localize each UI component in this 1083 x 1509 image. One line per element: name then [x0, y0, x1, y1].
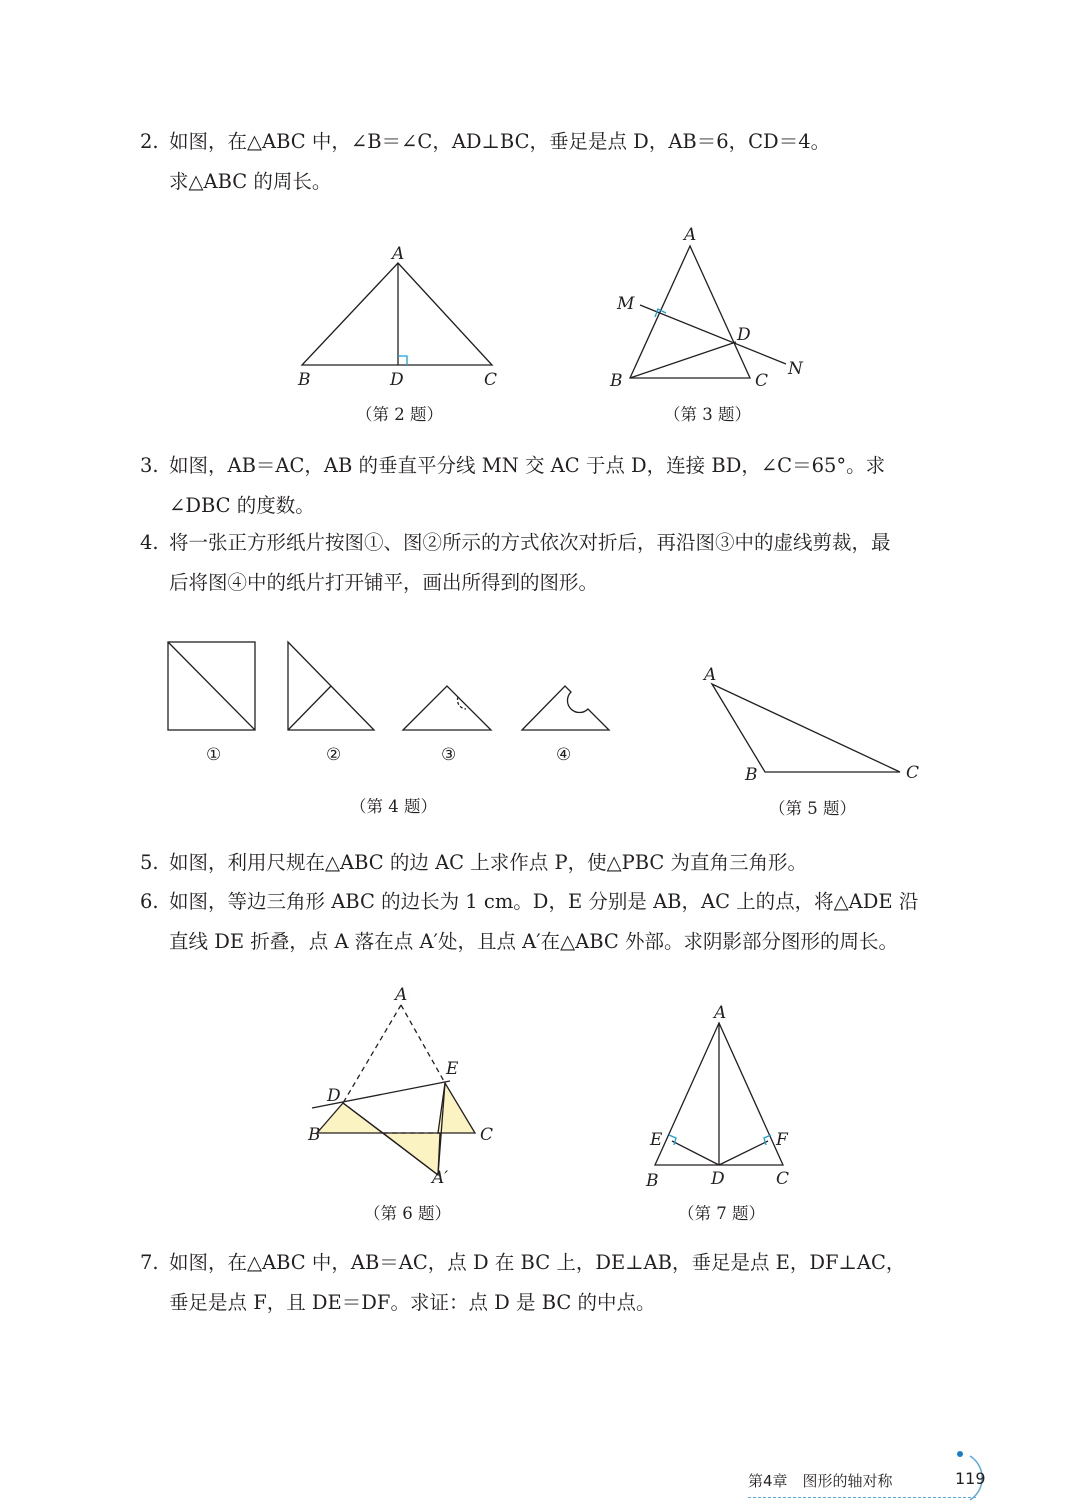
figure-2 [280, 235, 520, 395]
problem-text: 如图，AB＝AC，AB 的垂直平分线 MN 交 AC 于点 D，连接 BD，∠C＝65°。求 [169, 454, 886, 477]
problem-5 [140, 843, 970, 883]
perpendicular-bisector-mn [640, 305, 786, 364]
sub-figure-label-3: ③ [441, 745, 457, 765]
problem-number: 5. [140, 851, 159, 874]
sub-figure-label-4: ④ [556, 745, 572, 765]
sub-figure-label-2: ② [326, 745, 342, 765]
point-label-d: D [737, 325, 751, 345]
point-label-a: A [392, 244, 405, 264]
point-label-b: B [298, 370, 311, 390]
point-label-d: D [711, 1169, 725, 1189]
figure-7 [630, 990, 820, 1200]
footer-divider [748, 1497, 976, 1498]
problem-6-line-1 [140, 882, 970, 922]
point-label-b: B [745, 765, 758, 785]
chapter-title: 第4章 图形的轴对称 [748, 1472, 893, 1490]
point-label-a: A [684, 225, 697, 245]
problem-text: 如图，在△ABC 中，∠B＝∠C，AD⊥BC，垂足是点 D，AB＝6，CD＝4。 [169, 130, 831, 153]
dashed-side-ad [343, 1005, 401, 1103]
figure-3-caption: （第 3 题） [664, 405, 751, 424]
dashed-side-ae [401, 1005, 445, 1083]
figure-6-caption: （第 6 题） [364, 1204, 451, 1223]
problem-5-line-1 [140, 843, 970, 883]
point-label-m: M [617, 294, 635, 314]
fold-step-3-triangle [403, 686, 491, 730]
point-label-b: B [308, 1125, 321, 1145]
point-label-b: B [646, 1171, 659, 1191]
sub-figure-label-1: ① [206, 745, 222, 765]
figure-2-caption: （第 2 题） [356, 405, 443, 424]
problem-text: 如图，等边三角形 ABC 的边长为 1 cm。D，E 分别是 AB，AC 上的点，将△ADE 沿 [169, 890, 919, 913]
point-label-c: C [776, 1169, 790, 1189]
problem-3 [140, 446, 970, 526]
point-label-d: D [390, 370, 404, 390]
problem-4 [140, 523, 970, 603]
problem-text: 如图，利用尺规在△ABC 的边 AC 上求作点 P，使△PBC 为直角三角形。 [169, 851, 808, 874]
point-label-e: E [446, 1059, 459, 1079]
perpendicular-df [719, 1141, 768, 1165]
point-label-e: E [650, 1130, 663, 1150]
problem-number: 6. [140, 890, 159, 913]
point-label-c: C [480, 1125, 494, 1145]
problem-4-line-2: 后将图④中的纸片打开铺平，画出所得到的图形。 [169, 571, 599, 594]
point-label-d: D [327, 1086, 341, 1106]
figure-4 [160, 635, 620, 775]
problem-2-line-2: 求△ABC 的周长。 [169, 170, 332, 193]
fold-step-1-diagonal [168, 642, 255, 730]
problem-6-line-2: 直线 DE 折叠，点 A 落在点 A′处，且点 A′在△ABC 外部。求阴影部分图形的周长。 [169, 930, 899, 953]
problem-3-line-2: ∠DBC 的度数。 [169, 494, 315, 517]
point-label-a: A [395, 985, 408, 1005]
figure-4-caption: （第 4 题） [350, 797, 437, 816]
point-label-c: C [906, 763, 920, 783]
figure-7-caption: （第 7 题） [678, 1204, 765, 1223]
triangle-abc [302, 263, 492, 365]
figure-6 [300, 985, 520, 1190]
problem-7-line-1 [140, 1243, 970, 1283]
problem-7-line-2: 垂足是点 F，且 DE＝DF。求证：点 D 是 BC 的中点。 [169, 1291, 656, 1314]
right-angle-mark [398, 356, 407, 365]
segment-bd [630, 342, 736, 378]
triangle-abc [712, 684, 900, 772]
problem-6 [140, 882, 970, 962]
problem-4-line-1 [140, 523, 970, 563]
point-label-a: A [704, 665, 717, 685]
problem-2 [140, 122, 970, 202]
fold-step-4-cut-triangle [522, 686, 609, 730]
fold-step-2-fold [288, 686, 331, 730]
point-label-n: N [788, 359, 803, 379]
point-label-f: F [776, 1130, 788, 1150]
problem-number: 3. [140, 454, 159, 477]
right-angle-mark-e [669, 1135, 676, 1145]
problem-text: 如图，在△ABC 中，AB＝AC，点 D 在 BC 上，DE⊥AB，垂足是点 E，DF⊥AC， [169, 1251, 906, 1274]
point-label-b: B [610, 371, 623, 391]
perpendicular-de [672, 1141, 719, 1165]
problem-number: 7. [140, 1251, 159, 1274]
page-number: 119 [955, 1469, 986, 1488]
problem-7 [140, 1243, 970, 1323]
problem-number: 4. [140, 531, 159, 554]
point-label-a: A [714, 1003, 727, 1023]
problem-2-line-1 [140, 122, 970, 162]
point-label-c: C [755, 371, 769, 391]
figure-5-caption: （第 5 题） [769, 799, 856, 818]
problem-number: 2. [140, 130, 159, 153]
point-label-c: C [484, 370, 498, 390]
figure-3 [600, 220, 820, 400]
point-label-a-prime: A′ [432, 1168, 449, 1188]
problem-text: 将一张正方形纸片按图①、图②所示的方式依次对折后，再沿图③中的虚线剪裁，最 [169, 531, 891, 554]
problem-3-line-1 [140, 446, 970, 486]
figure-5 [690, 658, 930, 788]
